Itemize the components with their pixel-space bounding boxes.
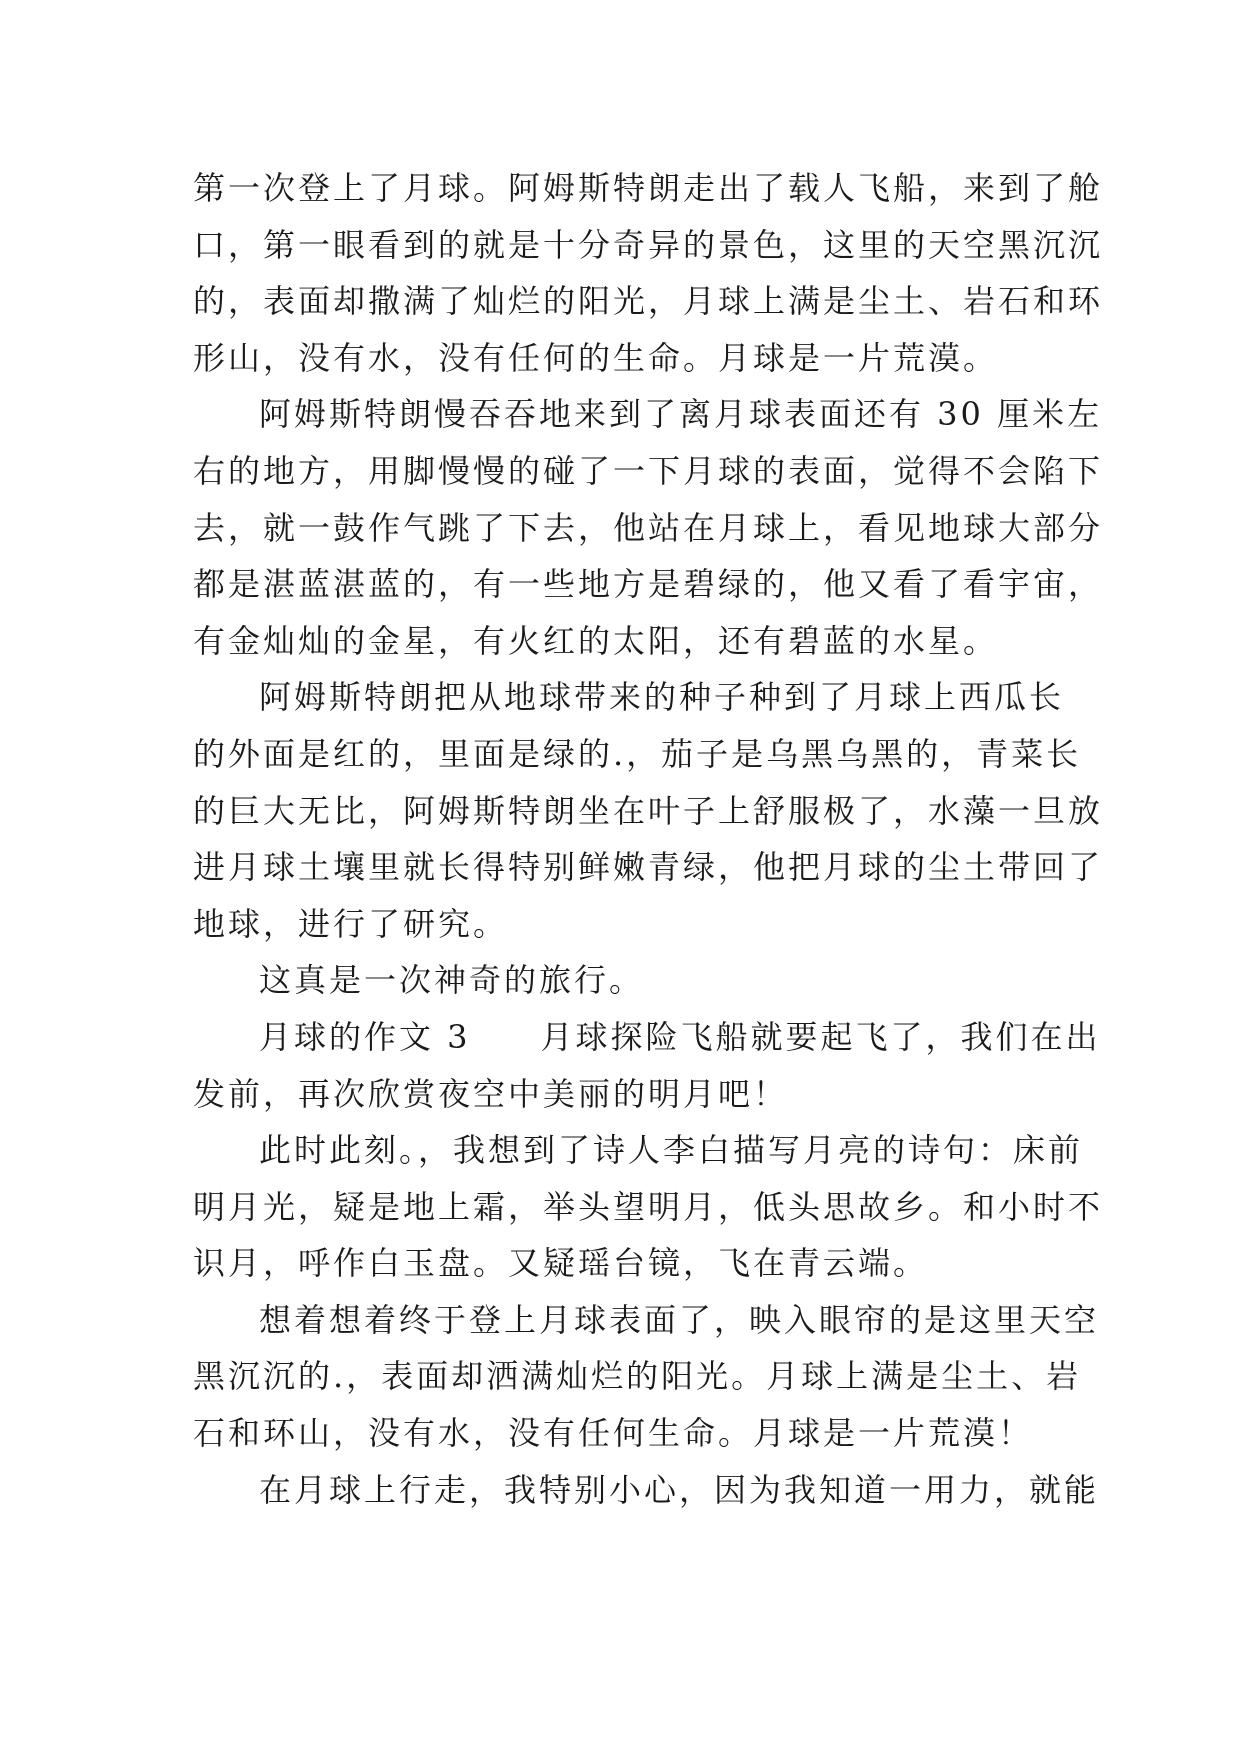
text-line: 第一次登上了月球。阿姆斯特朗走出了载人飞船，来到了舱 <box>193 169 1104 207</box>
text-line: 的外面是红的，里面是绿的.，茄子是乌黑乌黑的，青菜长 <box>193 734 1082 773</box>
essay-body <box>193 160 1104 1518</box>
text-line: 形山，没有水，没有任何的生命。月球是一片荒漠。 <box>193 338 999 377</box>
text-line: 在月球上行走，我特别小心，因为我知道一用力，就能 <box>259 1470 1100 1509</box>
text-line: 阿姆斯特朗慢吞吞地来到了离月球表面还有 30 厘米左 <box>259 395 1103 434</box>
text-line: 明月光，疑是地上霜，举头望明月，低头思故乡。和小时不 <box>193 1187 1104 1226</box>
text-line: 有金灿灿的金星，有火红的太阳，还有碧蓝的水星。 <box>193 621 999 660</box>
text-line: 发前，再次欣赏夜空中美丽的明月吧！ <box>193 1074 789 1113</box>
text-line: 右的地方，用脚慢慢的碰了一下月球的表面，觉得不会陷下 <box>193 451 1104 490</box>
text-line: 的巨大无比，阿姆斯特朗坐在叶子上舒服极了，水藻一旦放 <box>193 791 1104 830</box>
text-line: 阿姆斯特朗把从地球带来的种子种到了月球上西瓜长 <box>259 678 1065 717</box>
text-line: 的，表面却撒满了灿烂的阳光，月球上满是尘土、岩石和环 <box>193 282 1104 321</box>
text-line: 石和环山，没有水，没有任何生命。月球是一片荒漠！ <box>193 1414 1034 1453</box>
text-line: 黑沉沉的.，表面却洒满灿烂的阳光。月球上满是尘土、岩 <box>193 1357 1082 1396</box>
text-line: 月球的作文 3 月球探险飞船就要起飞了，我们在出 <box>259 1017 1101 1056</box>
text-line: 这真是一次神奇的旅行。 <box>259 961 645 1000</box>
text-line: 地球，进行了研究。 <box>193 904 509 943</box>
text-line: 都是湛蓝湛蓝的，有一些地方是碧绿的，他又看了看宇宙， <box>193 565 1104 604</box>
text-line: 去，就一鼓作气跳了下去，他站在月球上，看见地球大部分 <box>193 508 1104 547</box>
text-line: 想着想着终于登上月球表面了，映入眼帘的是这里天空 <box>259 1300 1100 1339</box>
text-line: 此时此刻。，我想到了诗人李白描写月亮的诗句：床前 <box>259 1131 1084 1170</box>
text-line: 进月球土壤里就长得特别鲜嫩青绿，他把月球的尘土带回了 <box>193 848 1104 887</box>
text-line: 口，第一眼看到的就是十分奇异的景色，这里的天空黑沉沉 <box>193 225 1104 264</box>
text-line: 识月，呼作白玉盘。又疑瑶台镜，飞在青云端。 <box>193 1244 929 1283</box>
